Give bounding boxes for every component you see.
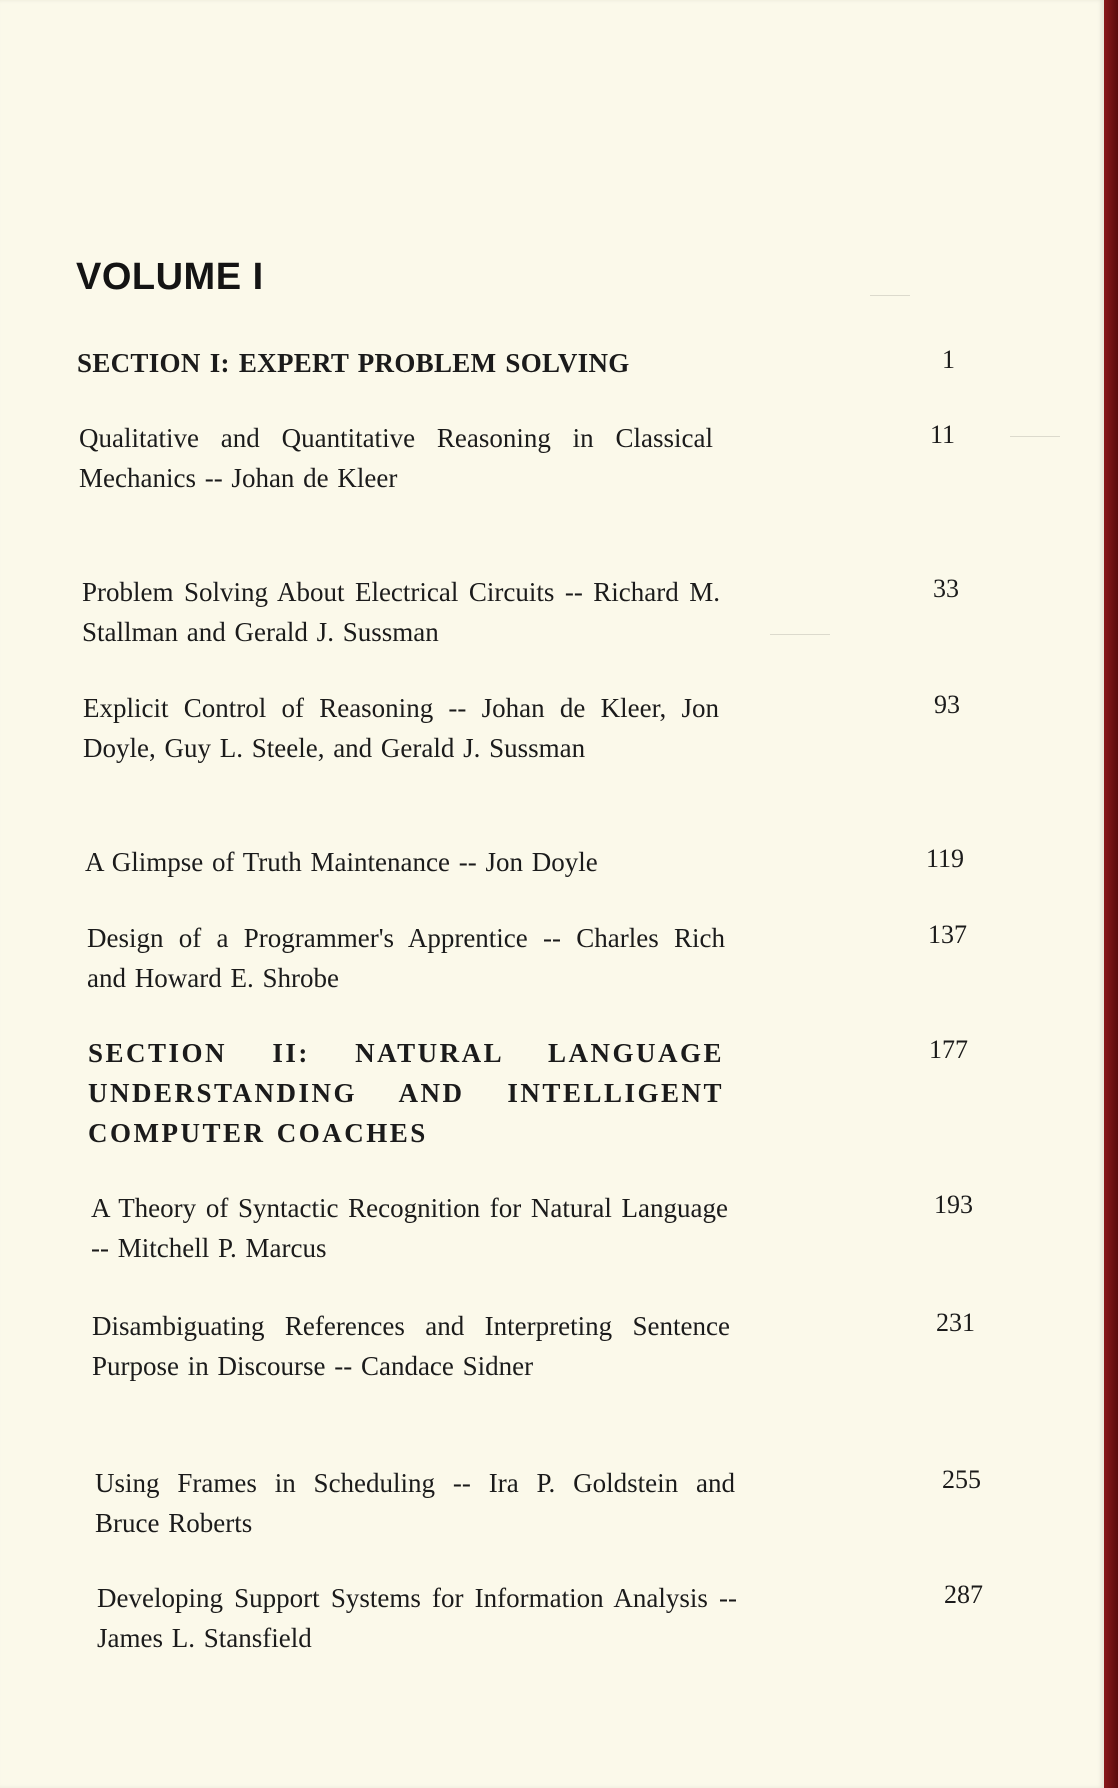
page-number: 1 <box>942 345 955 374</box>
chapter-title: A Theory of Syntactic Recognition for Natural Language -- Mitchell P. Marcus <box>91 1193 728 1263</box>
chapter-title: Qualitative and Quantitative Reasoning in Classical Mechanics -- Johan de Kleer <box>79 423 713 493</box>
chapter-title: Design of a Programmer's Apprentice -- Charles Rich and Howard E. Shrobe <box>87 923 725 993</box>
chapter-title: Developing Support Systems for Information Analysis -- James L. Stansfield <box>97 1583 737 1653</box>
page-number: 33 <box>933 574 959 603</box>
chapter-title: Disambiguating References and Interpreting Sentence Purpose in Discourse -- Candace Sidner <box>92 1311 730 1381</box>
section-heading: SECTION II: NATURAL LANGUAGE UNDERSTANDING AND INTELLIGENT COMPUTER COACHES <box>88 1038 724 1148</box>
chapter-title: A Glimpse of Truth Maintenance -- Jon Doyle <box>85 847 598 877</box>
page-number: 11 <box>929 420 955 449</box>
page-number: 231 <box>936 1308 975 1337</box>
page-number: 93 <box>934 690 960 719</box>
volume-heading: VOLUME I <box>76 256 264 298</box>
page-number: 255 <box>942 1465 981 1494</box>
chapter-title: Explicit Control of Reasoning -- Johan de Kleer, Jon Doyle, Guy L. Steele, and Gerald J. Sussman <box>83 693 719 763</box>
page-number: 193 <box>934 1190 973 1219</box>
chapter-title: Using Frames in Scheduling -- Ira P. Goldstein and Bruce Roberts <box>95 1468 735 1538</box>
paper-scuff <box>870 295 910 296</box>
page-number: 287 <box>944 1580 983 1609</box>
page-number: 177 <box>929 1035 968 1064</box>
page-number: 119 <box>925 844 964 873</box>
book-cover-edge <box>1104 0 1118 1788</box>
page-number: 137 <box>928 920 967 949</box>
paper-scuff <box>1010 436 1060 437</box>
chapter-title: Problem Solving About Electrical Circuits -- Richard M. Stallman and Gerald J. Sussman <box>82 577 720 647</box>
section-heading: SECTION I: EXPERT PROBLEM SOLVING <box>77 348 630 378</box>
paper-scuff <box>770 634 830 635</box>
